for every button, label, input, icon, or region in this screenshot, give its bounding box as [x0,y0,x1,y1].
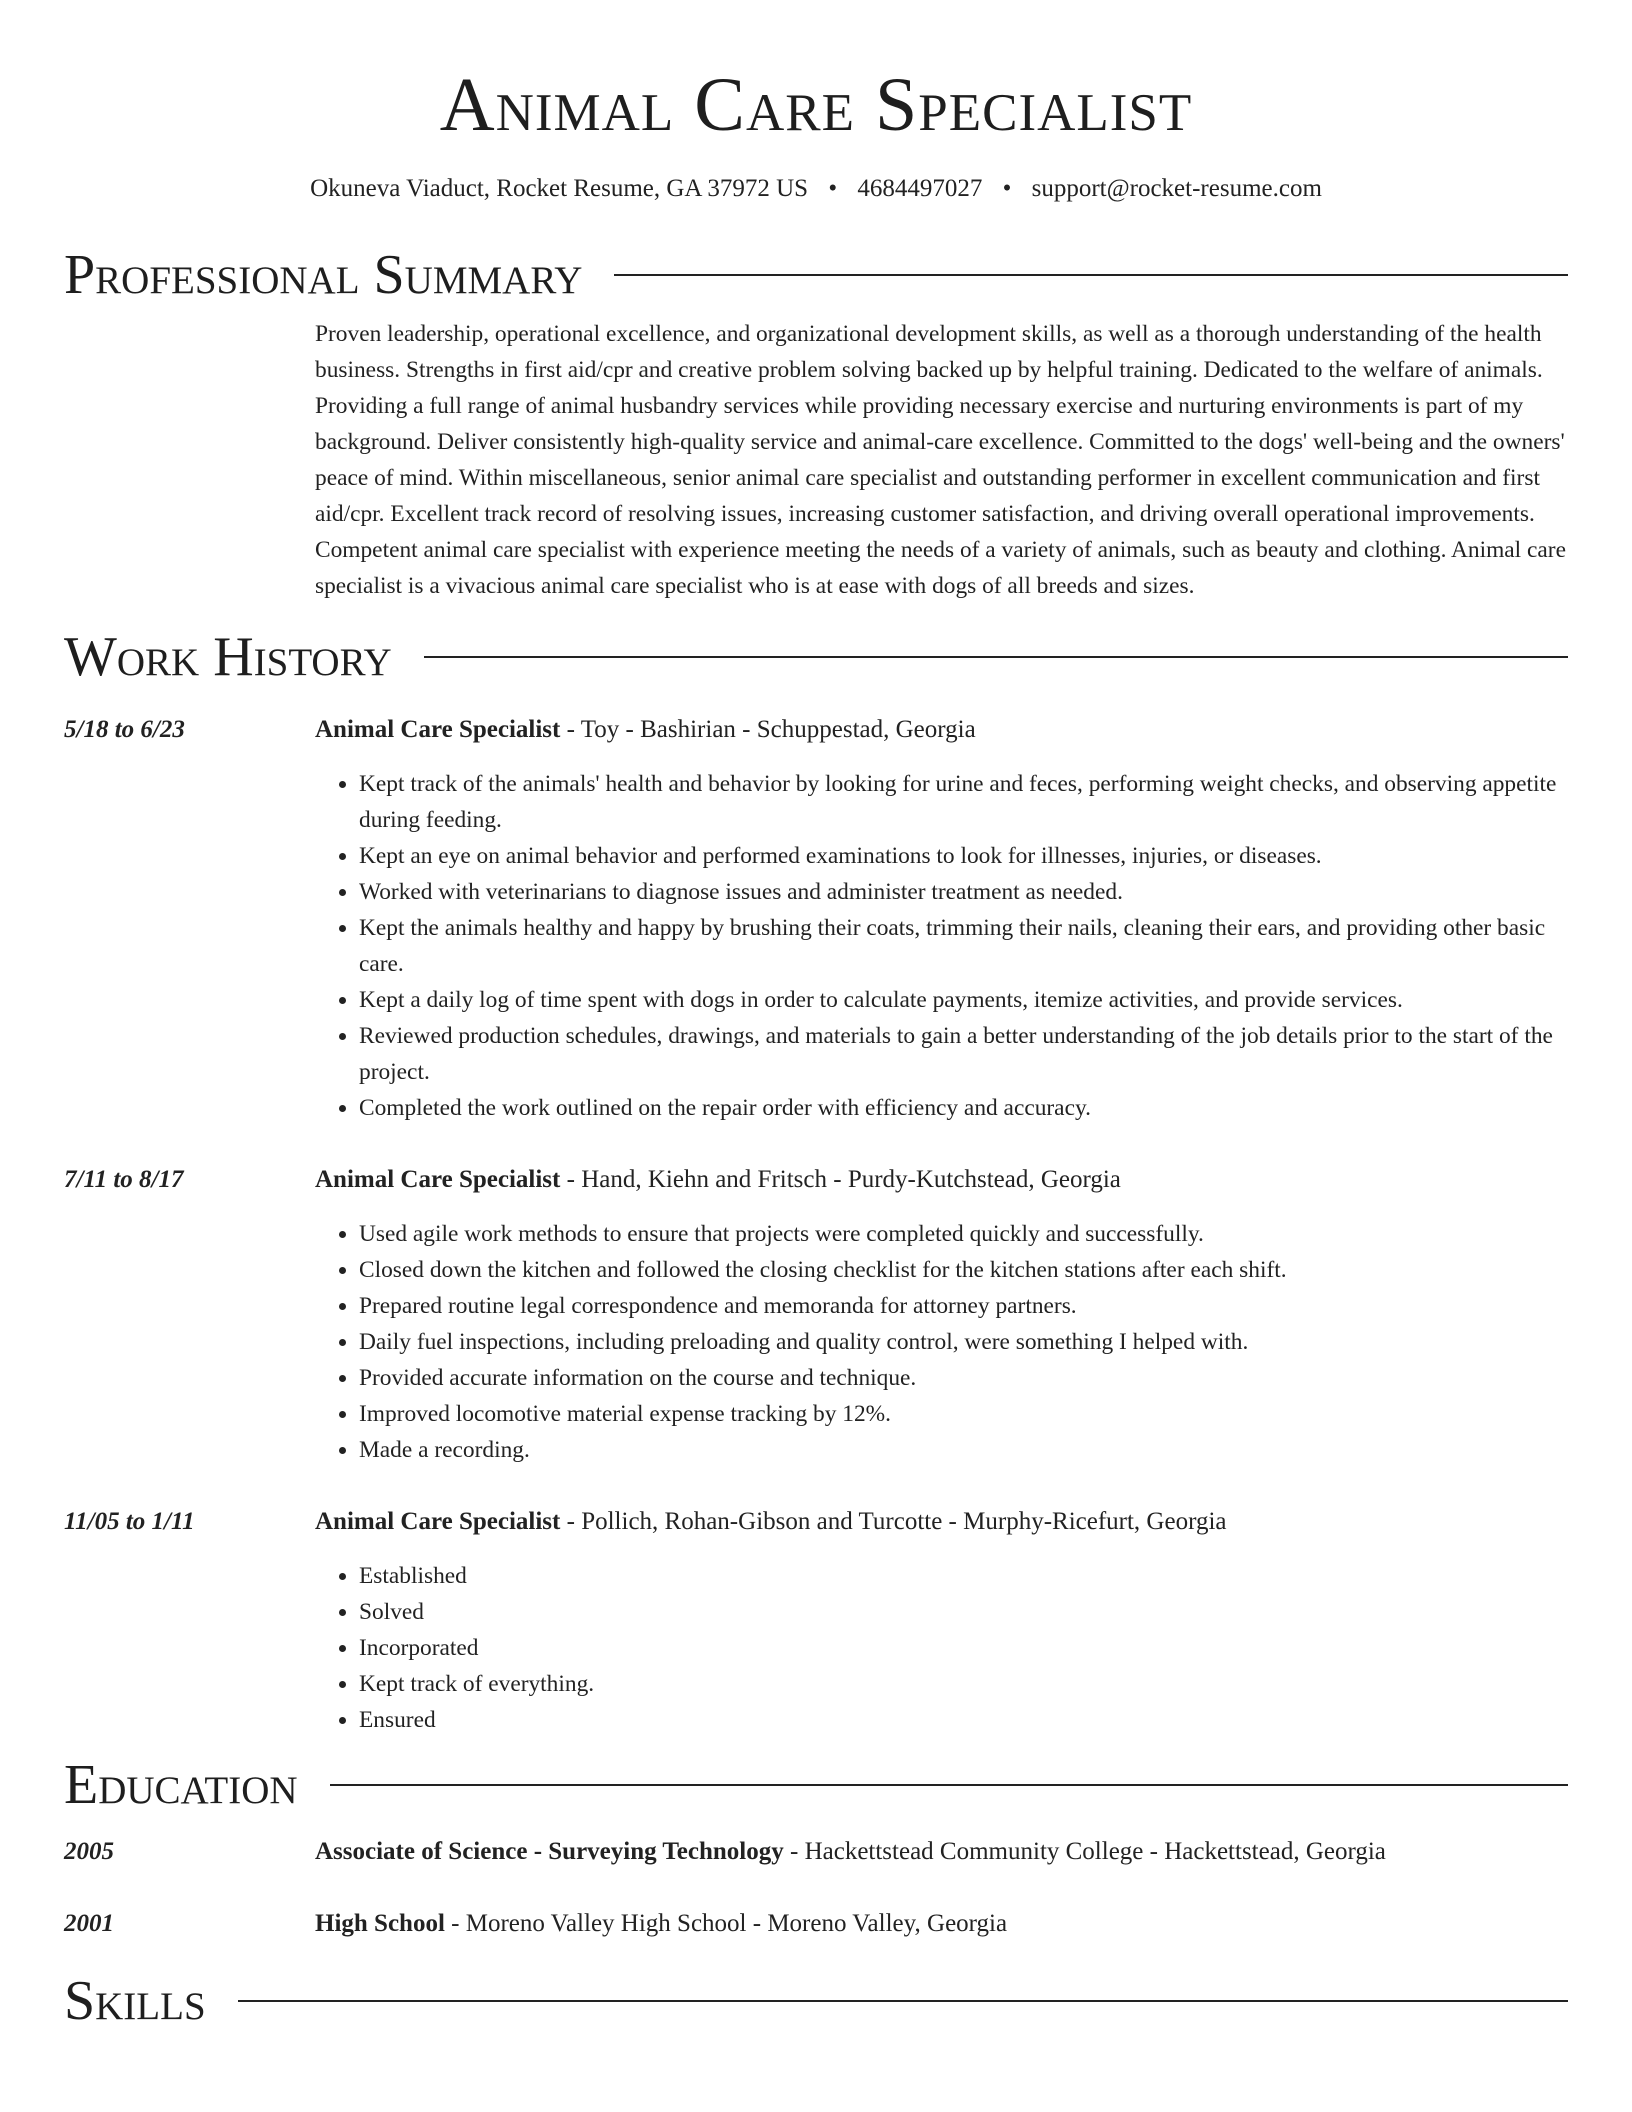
work-entry-employer: - Hand, Kiehn and Fritsch - Purdy-Kutchstead, Georgia [560,1166,1121,1193]
contact-separator: • [1002,175,1012,202]
work-entry-dates: 7/11 to 8/17 [64,1166,184,1193]
work-entry-dates: 5/18 to 6/23 [64,716,185,743]
contact-email: support@rocket-resume.com [1031,175,1322,202]
summary-title: Professional Summary [64,244,583,306]
education-heading [315,1906,1568,1942]
work-bullet: • Made a recording. [359,1432,1568,1468]
summary-text: Proven leadership, operational excellence, and organizational development skills, as well as a thorough understanding of the health business. Strengths in first aid/cpr and creative problem solving backed up by helpful training. Dedicated to the welfare of animals. Providing a full range of animal husbandry services while providing necessary exercise and nurturing environments is part of my background. Deliver consistently high-quality service and animal-care excellence. Committed to the dogs' well-being and the owners' peace of mind. Within miscellaneous, senior animal care specialist and outstanding performer in excellent communication and first aid/cpr. Excellent track record of resolving issues, increasing customer satisfaction, and driving overall operational improvements. Competent animal care specialist with experience meeting the needs of a variety of animals, such as beauty and clothing. Animal care specialist is a vivacious animal care specialist who is at ease with dogs of all breeds and sizes. [315,321,1566,599]
education-entry [64,1906,1568,1942]
work-bullet: • Prepared routine legal correspondence and memoranda for attorney partners. [359,1288,1568,1324]
work-bullet: • Kept a daily log of time spent with dogs in order to calculate payments, itemize activities, and provide services. [359,982,1568,1018]
work-bullet: • Used agile work methods to ensure that projects were completed quickly and successfully. [359,1216,1568,1252]
education-entry [64,1834,1568,1870]
resume-page [64,0,1568,2034]
work-entry [64,712,1568,1126]
section-divider [614,274,1568,276]
work-entry-role: Animal Care Specialist [315,716,561,743]
work-entry-role: Animal Care Specialist [315,1508,561,1535]
work-entry-heading [315,1162,1568,1198]
work-entry-heading [315,1504,1568,1540]
education-degree: Associate of Science - Surveying Technology [315,1838,784,1865]
work-entry [64,1504,1568,1738]
work-bullet: • Closed down the kitchen and followed the closing checklist for the kitchen stations after each shift. [359,1252,1568,1288]
work-bullet: • Provided accurate information on the course and technique. [359,1360,1568,1396]
contact-line [64,172,1568,206]
education-section-header [64,1752,1568,1818]
work-entry-dates: 11/05 to 1/11 [64,1508,195,1535]
resume-name: Animal Care Specialist [439,63,1193,147]
education-title: Education [64,1754,298,1816]
work-entry-bullets [315,1558,1568,1738]
work-bullet: • Solved [359,1594,1568,1630]
section-divider [424,656,1568,658]
work-title: Work History [64,626,392,688]
work-section-header [64,624,1568,690]
work-entry-body [315,712,1568,1126]
education-degree: High School [315,1910,445,1937]
work-bullet: • Daily fuel inspections, including preloading and quality control, were something I helped with. [359,1324,1568,1360]
work-bullet: • Kept track of everything. [359,1666,1568,1702]
work-bullet: • Completed the work outlined on the repair order with efficiency and accuracy. [359,1090,1568,1126]
work-entry-bullets [315,766,1568,1126]
contact-phone: 4684497027 [857,175,983,202]
skills-section-header [64,1968,1568,2034]
work-entry-employer: - Pollich, Rohan-Gibson and Turcotte - Murphy-Ricefurt, Georgia [560,1508,1227,1535]
work-entry-body [315,1162,1568,1468]
work-entry-bullets [315,1216,1568,1468]
education-list [64,1834,1568,1942]
skills-title: Skills [64,1970,206,2032]
education-heading [315,1834,1568,1870]
education-school: - Moreno Valley High School - Moreno Valley, Georgia [444,1910,1008,1937]
work-history-list [64,712,1568,1738]
work-bullet: • Incorporated [359,1630,1568,1666]
work-bullet: • Worked with veterinarians to diagnose issues and administer treatment as needed. [359,874,1568,910]
work-bullet: • Kept track of the animals' health and behavior by looking for urine and feces, performing weight checks, and observing appetite during feeding. [359,766,1568,838]
section-divider [238,2000,1568,2002]
contact-separator: • [828,175,838,202]
work-bullet: • Improved locomotive material expense tracking by 12%. [359,1396,1568,1432]
summary-section-header [64,242,1568,308]
work-entry-role: Animal Care Specialist [315,1166,561,1193]
work-bullet: • Kept the animals healthy and happy by brushing their coats, trimming their nails, cleaning their ears, and providing other basic care. [359,910,1568,982]
education-school: - Hackettstead Community College - Hackettstead, Georgia [783,1838,1386,1865]
work-entry-heading [315,712,1568,748]
section-divider [330,1784,1568,1786]
work-entry-body [315,1504,1568,1738]
work-bullet: • Established [359,1558,1568,1594]
contact-address: Okuneva Viaduct, Rocket Resume, GA 37972 US [310,175,809,202]
work-entry [64,1162,1568,1468]
work-bullet: • Ensured [359,1702,1568,1738]
work-bullet: • Kept an eye on animal behavior and performed examinations to look for illnesses, injuries, or diseases. [359,838,1568,874]
work-bullet: • Reviewed production schedules, drawings, and materials to gain a better understanding of the job details prior to the start of the project. [359,1018,1568,1090]
work-entry-employer: - Toy - Bashirian - Schuppestad, Georgia [560,716,976,743]
education-year: 2001 [64,1910,114,1937]
education-year: 2005 [64,1838,114,1865]
